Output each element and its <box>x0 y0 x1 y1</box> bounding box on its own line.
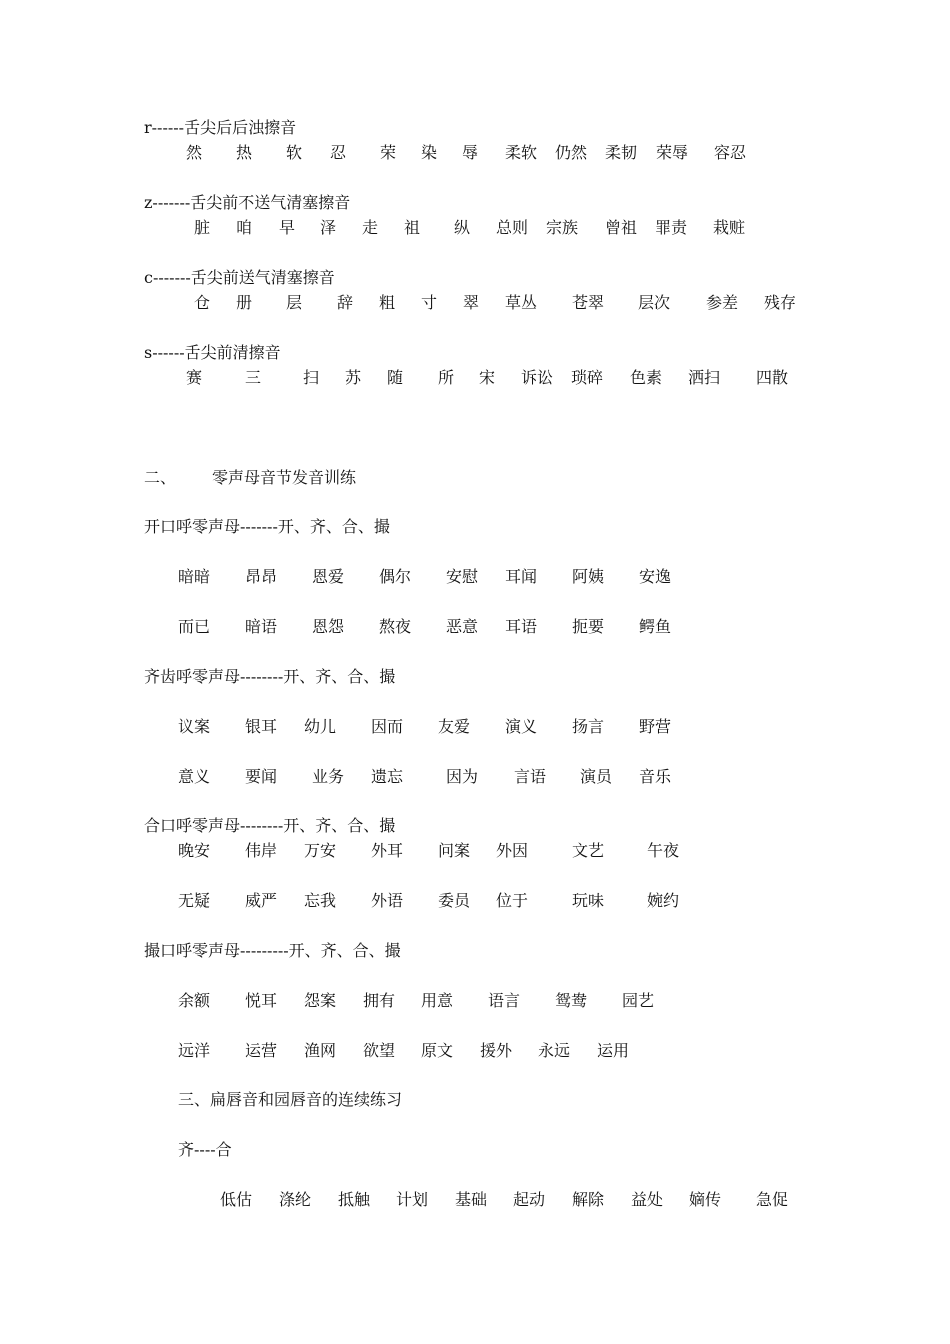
word: 午夜 <box>647 841 680 860</box>
word: 扫 <box>303 368 320 387</box>
word: 议案 <box>178 717 211 736</box>
word: 伟岸 <box>245 841 278 860</box>
word: 恩爱 <box>312 567 345 586</box>
word: 安逸 <box>639 567 672 586</box>
heading-z: z-------舌尖前不送气清塞擦音 <box>144 193 351 212</box>
word: 言语 <box>514 767 547 786</box>
section-title: 零声母音节发音训练 <box>212 468 357 487</box>
word: 园艺 <box>622 991 655 1010</box>
word: 四散 <box>756 368 789 387</box>
word: 用意 <box>421 991 454 1010</box>
word: 演员 <box>580 767 613 786</box>
heading-s: s------舌尖前清擦音 <box>144 343 281 362</box>
word: 而已 <box>178 617 211 636</box>
word: 残存 <box>764 293 797 312</box>
word: 赛 <box>186 368 203 387</box>
heading-qichi: 齐齿呼零声母--------开、齐、合、撮 <box>144 667 396 686</box>
word: 语言 <box>488 991 521 1010</box>
section-number: 二、 <box>144 468 177 487</box>
word: 因为 <box>446 767 479 786</box>
heading-hekou: 合口呼零声母--------开、齐、合、撮 <box>144 816 396 835</box>
word: 耳语 <box>505 617 538 636</box>
word: 祖 <box>404 218 421 237</box>
word: 扬言 <box>572 717 605 736</box>
word: 熬夜 <box>379 617 412 636</box>
word: 罪责 <box>655 218 688 237</box>
word: 遗忘 <box>371 767 404 786</box>
heading-qi-he: 齐----合 <box>178 1140 232 1159</box>
word: 安慰 <box>446 567 479 586</box>
word: 层次 <box>638 293 671 312</box>
word: 恩怨 <box>312 617 345 636</box>
word: 友爱 <box>438 717 471 736</box>
word: 外语 <box>371 891 404 910</box>
word: 永远 <box>538 1041 571 1060</box>
word: 鳄鱼 <box>639 617 672 636</box>
word: 宗族 <box>546 218 579 237</box>
word: 因而 <box>371 717 404 736</box>
word: 柔软 <box>505 143 538 162</box>
word: 怨案 <box>304 991 337 1010</box>
heading-c: c-------舌尖前送气清塞擦音 <box>144 268 335 287</box>
word: 热 <box>236 143 253 162</box>
word: 仓 <box>194 293 211 312</box>
word: 辞 <box>337 293 354 312</box>
word: 仍然 <box>555 143 588 162</box>
word: 嫡传 <box>689 1190 722 1209</box>
word: 计划 <box>396 1190 429 1209</box>
word: 咱 <box>236 218 253 237</box>
word: 琐碎 <box>571 368 604 387</box>
section-3-title: 三、扁唇音和园唇音的连续练习 <box>178 1090 403 1109</box>
word: 文艺 <box>572 841 605 860</box>
word: 晚安 <box>178 841 211 860</box>
word: 恶意 <box>446 617 479 636</box>
word: 银耳 <box>245 717 278 736</box>
word: 低估 <box>220 1190 253 1209</box>
word: 起动 <box>513 1190 546 1209</box>
word: 纵 <box>454 218 471 237</box>
word: 参差 <box>706 293 739 312</box>
word: 所 <box>438 368 455 387</box>
word: 悦耳 <box>245 991 278 1010</box>
word: 耳闻 <box>505 567 538 586</box>
word: 原文 <box>421 1041 454 1060</box>
word: 层 <box>286 293 303 312</box>
word: 委员 <box>438 891 471 910</box>
word: 苏 <box>345 368 362 387</box>
word: 总则 <box>496 218 529 237</box>
heading-r: r------舌尖后后浊擦音 <box>144 118 297 137</box>
word: 翠 <box>463 293 480 312</box>
word: 业务 <box>312 767 345 786</box>
heading-cuokou: 撮口呼零声母---------开、齐、合、撮 <box>144 941 401 960</box>
word: 运营 <box>245 1041 278 1060</box>
word: 洒扫 <box>688 368 721 387</box>
word: 位于 <box>496 891 529 910</box>
word: 曾祖 <box>605 218 638 237</box>
word: 野营 <box>639 717 672 736</box>
word: 偶尔 <box>379 567 412 586</box>
word: 万安 <box>304 841 337 860</box>
word: 苍翠 <box>572 293 605 312</box>
word: 援外 <box>480 1041 513 1060</box>
word: 外耳 <box>371 841 404 860</box>
word: 栽赃 <box>713 218 746 237</box>
word: 柔韧 <box>605 143 638 162</box>
word: 抵触 <box>338 1190 371 1209</box>
word: 急促 <box>756 1190 789 1209</box>
word: 涤纶 <box>279 1190 312 1209</box>
word: 软 <box>286 143 303 162</box>
word: 辱 <box>462 143 479 162</box>
word: 婉约 <box>647 891 680 910</box>
word: 暗语 <box>245 617 278 636</box>
word: 基础 <box>455 1190 488 1209</box>
word: 意义 <box>178 767 211 786</box>
word: 玩味 <box>572 891 605 910</box>
word: 忘我 <box>304 891 337 910</box>
word: 宋 <box>479 368 496 387</box>
word: 容忍 <box>714 143 747 162</box>
word: 解除 <box>572 1190 605 1209</box>
word: 粗 <box>379 293 396 312</box>
word: 要闻 <box>245 767 278 786</box>
word: 然 <box>186 143 203 162</box>
word: 阿姨 <box>572 567 605 586</box>
word: 问案 <box>438 841 471 860</box>
word: 荣 <box>380 143 397 162</box>
word: 益处 <box>631 1190 664 1209</box>
word: 远洋 <box>178 1041 211 1060</box>
word: 色素 <box>630 368 663 387</box>
word: 欲望 <box>363 1041 396 1060</box>
word: 威严 <box>245 891 278 910</box>
word: 扼要 <box>572 617 605 636</box>
word: 册 <box>236 293 253 312</box>
word: 拥有 <box>363 991 396 1010</box>
word: 昂昂 <box>245 567 278 586</box>
word: 荣辱 <box>656 143 689 162</box>
word: 随 <box>387 368 404 387</box>
word: 演义 <box>505 717 538 736</box>
word: 早 <box>279 218 296 237</box>
word: 脏 <box>194 218 211 237</box>
word: 鸳鸯 <box>555 991 588 1010</box>
word: 诉讼 <box>521 368 554 387</box>
word: 走 <box>362 218 379 237</box>
word: 无疑 <box>178 891 211 910</box>
word: 寸 <box>421 293 438 312</box>
word: 泽 <box>320 218 337 237</box>
word: 幼儿 <box>304 717 337 736</box>
word: 外因 <box>496 841 529 860</box>
word: 运用 <box>597 1041 630 1060</box>
word: 忍 <box>330 143 347 162</box>
word: 三 <box>245 368 262 387</box>
word: 余额 <box>178 991 211 1010</box>
heading-kaikou: 开口呼零声母-------开、齐、合、撮 <box>144 517 390 536</box>
word: 草丛 <box>505 293 538 312</box>
word: 暗暗 <box>178 567 211 586</box>
word: 染 <box>421 143 438 162</box>
word: 音乐 <box>639 767 672 786</box>
word: 渔网 <box>304 1041 337 1060</box>
